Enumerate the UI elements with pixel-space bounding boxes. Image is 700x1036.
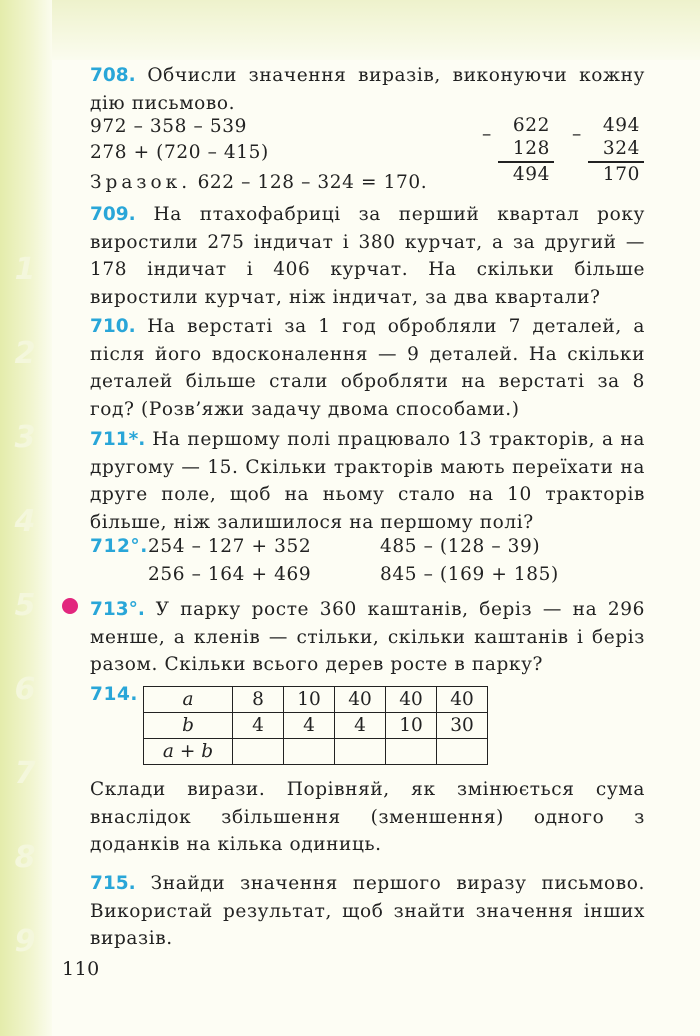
exercise-text: У парку росте 360 каштанів, беріз — на 296 менше, а кленів — стільки, скільки каштанів і беріз разом. Скільки всього дерев росте в парку? — [90, 599, 645, 675]
table-cell-empty — [335, 739, 386, 765]
sample-expression: 622 – 128 – 324 = 170. — [197, 172, 428, 193]
table-cell-empty — [386, 739, 437, 765]
side-tab: 1 — [14, 252, 36, 287]
expression: 278 + (720 – 415) — [90, 142, 269, 163]
column-bottom: 128 — [512, 138, 550, 159]
table-cell: 8 — [233, 687, 284, 713]
column-top: 494 — [602, 115, 640, 136]
exercise-number: 709. — [90, 204, 136, 225]
top-background-band — [0, 0, 700, 60]
exercise-number: 715. — [90, 873, 136, 894]
sample-label: Зразок. — [90, 172, 192, 193]
side-tab: 3 — [14, 420, 36, 455]
exercise-text: На першому полі працювало 13 тракторів, а на другому — 15. Скільки тракторів мають переїхати на друге поле, щоб на ньому стало на 10 тракторів більше, ніж залишилося на першому полі? — [90, 429, 645, 533]
table-cell: 4 — [335, 713, 386, 739]
table-cell-empty — [233, 739, 284, 765]
sample-line — [90, 172, 427, 193]
table-row — [144, 739, 488, 765]
table-cell: 40 — [386, 687, 437, 713]
table-row — [144, 687, 488, 713]
exercise-715 — [90, 870, 645, 953]
side-tab: 4 — [14, 504, 36, 539]
exercise-text: На верстаті за 1 год обробляли 7 деталей, а після його вдосконалення — 9 деталей. На скільки деталей більше стали обробляти на верстаті за 8 год? (Розв’яжи задачу двома способами.) — [90, 316, 645, 420]
minus-sign: – — [482, 124, 492, 145]
table-cell: 40 — [335, 687, 386, 713]
column-bottom: 324 — [602, 138, 640, 159]
expression: 845 – (169 + 185) — [380, 564, 559, 585]
exercise-text: Знайди значення першого виразу письмово. Використай результат, щоб знайти значення інших виразів. — [90, 873, 645, 949]
table-cell: 10 — [386, 713, 437, 739]
exercise-text: На птахофабриці за перший квартал року виростили 275 індичат і 380 курчат, а за другий — 178 індичат і 406 курчат. На скільки більше виростили курчат, ніж індичат, за два квартали? — [90, 204, 646, 308]
table-cell: b — [144, 713, 233, 739]
table-row — [144, 713, 488, 739]
table-cell-empty — [284, 739, 335, 765]
expression: 254 – 127 + 352 — [148, 536, 312, 557]
exercise-710 — [90, 313, 645, 423]
table-cell: 4 — [284, 713, 335, 739]
exercise-number: 710. — [90, 316, 136, 337]
bullet-dot — [62, 598, 78, 614]
expression: 972 – 358 – 539 — [90, 116, 247, 137]
exercise-713 — [90, 596, 645, 679]
column-result: 170 — [602, 164, 640, 185]
table-cell: a — [144, 687, 233, 713]
column-top: 622 — [512, 115, 550, 136]
side-tab: 8 — [14, 840, 36, 875]
side-tab: 5 — [14, 588, 36, 623]
expression: 485 – (128 – 39) — [380, 536, 541, 557]
table-cell: 4 — [233, 713, 284, 739]
exercise-text: Обчисли значення виразів, виконуючи кожну дію письмово. — [90, 65, 646, 114]
exercise-number: 708. — [90, 65, 136, 86]
table-cell: 40 — [437, 687, 488, 713]
exercise-708 — [90, 62, 645, 117]
exercise-711 — [90, 426, 645, 536]
exercise-number: 711*. — [90, 429, 146, 450]
exercise-714-text: Склади вирази. Порівняй, як змінюється сума внаслідок збільшення (зменшення) одного з доданків на кілька одиниць. — [90, 779, 645, 855]
table-cell: 10 — [284, 687, 335, 713]
exercise-709 — [90, 201, 645, 311]
side-tab: 6 — [14, 672, 36, 707]
column-result: 494 — [512, 164, 550, 185]
side-tab: 7 — [14, 756, 36, 791]
exercise-number: 712°. — [90, 536, 148, 557]
table-cell: 30 — [437, 713, 488, 739]
side-tab: 2 — [14, 336, 36, 371]
minus-sign: – — [572, 124, 582, 145]
exercise-number: 713°. — [90, 599, 145, 620]
exercise-number-714: 714. — [90, 684, 139, 705]
table-cell-empty — [437, 739, 488, 765]
table-cell: a + b — [144, 739, 233, 765]
sum-table — [143, 686, 488, 765]
expression: 256 – 164 + 469 — [148, 564, 312, 585]
side-tab: 9 — [14, 924, 36, 959]
page-number: 110 — [62, 958, 100, 980]
